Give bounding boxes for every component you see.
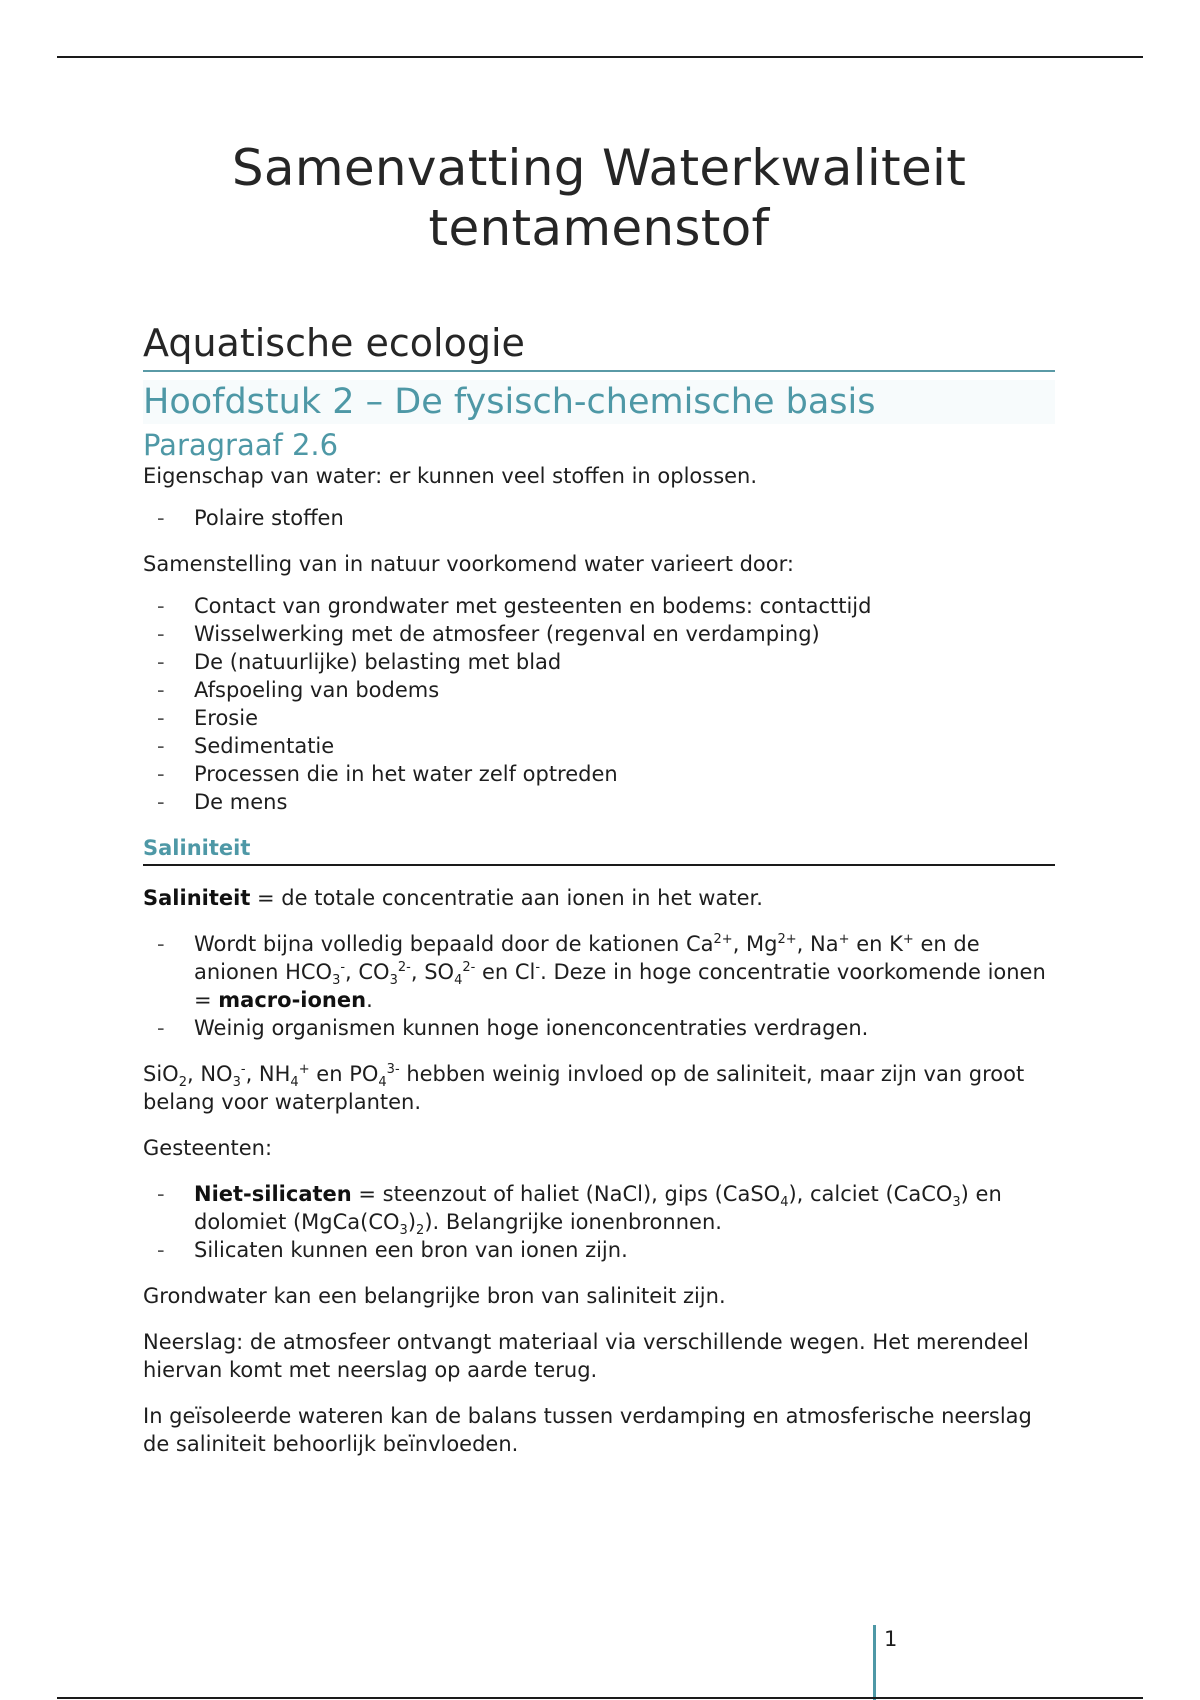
- salinity-definition: Saliniteit = de totale concentratie aan ionen in het water.: [143, 886, 763, 910]
- list-item: - Sedimentatie: [143, 732, 1055, 760]
- list-item: - Wisselwerking met de atmosfeer (regenval en verdamping): [143, 620, 1055, 648]
- list-item: - Wordt bijna volledig bepaald door de kationen $Ca^{2+}$, $Mg^{2+}$, Na+ en K+ en de anionen $HCO_3^-$, $CO_3^{2-}$, $SO_4^{2-}$ en Cl-. Deze in hoge concentratie voorkomende ionen = macro-ionen.: [143, 930, 1055, 1014]
- salinity-list: [143, 930, 1055, 1042]
- list-item: - Silicaten kunnen een bron van ionen zijn.: [143, 1236, 1055, 1264]
- list-item: - Polaire stoffen: [143, 504, 1055, 532]
- rocks-intro: Gesteenten:: [143, 1136, 273, 1160]
- list-item: - De (natuurlijke) belasting met blad: [143, 648, 1055, 676]
- page-number: 1: [884, 1627, 898, 1651]
- list-item: - Contact van grondwater met gesteenten en bodems: contacttijd: [143, 592, 1055, 620]
- composition-list: [143, 592, 1055, 816]
- heading-hoofdstuk-2: Hoofdstuk 2 – De fysisch-chemische basis: [143, 382, 876, 422]
- document-title: Samenvatting Waterkwaliteit tentamenstof: [231, 139, 967, 257]
- list-item: - Niet-silicaten = steenzout of haliet (NaCl), gips (CaSO$_4$), calciet (CaCO$_3$) en dolomiet $(MgCa(CO_3)_2)$. Belangrijke ionenbronnen.: [143, 1180, 1055, 1236]
- heading-aquatische-ecologie: Aquatische ecologie: [143, 320, 1055, 372]
- document-body: [143, 138, 1055, 1476]
- header-rule: [57, 56, 1143, 58]
- list-item: - Afspoeling van bodems: [143, 676, 1055, 704]
- groundwater-paragraph: Grondwater kan een belangrijke bron van saliniteit zijn.: [143, 1284, 726, 1308]
- footer-rule: [57, 1697, 1143, 1699]
- heading-hoofdstuk-wrap: [143, 380, 1055, 424]
- heading-paragraaf: Paragraaf 2.6: [143, 428, 339, 462]
- nutrients-paragraph: SiO$_2$, $NO_3^-$, $NH_4^+$ en $PO_4^{3-}$ hebben weinig invloed op de saliniteit, maar zijn van groot belang voor waterplanten.: [143, 1062, 1025, 1114]
- list-item: - Weinig organismen kunnen hoge ionenconcentraties verdragen.: [143, 1014, 1055, 1042]
- precipitation-paragraph: Neerslag: de atmosfeer ontvangt materiaal via verschillende wegen. Het merendeel hiervan komt met neerslag op aarde terug.: [143, 1330, 1029, 1382]
- intro-list: [143, 504, 1055, 532]
- composition-intro: Samenstelling van in natuur voorkomend water varieert door:: [143, 552, 794, 576]
- intro-paragraph: Eigenschap van water: er kunnen veel stoffen in oplossen.: [143, 464, 758, 488]
- list-item: - Erosie: [143, 704, 1055, 732]
- heading-saliniteit: Saliniteit: [143, 834, 1055, 866]
- list-item: - Processen die in het water zelf optreden: [143, 760, 1055, 788]
- list-item: - De mens: [143, 788, 1055, 816]
- rocks-list: [143, 1180, 1055, 1264]
- isolated-waters-paragraph: In geïsoleerde wateren kan de balans tussen verdamping en atmosferische neerslag de saliniteit behoorlijk beïnvloeden.: [143, 1404, 1032, 1456]
- page-number-bar: [873, 1625, 876, 1700]
